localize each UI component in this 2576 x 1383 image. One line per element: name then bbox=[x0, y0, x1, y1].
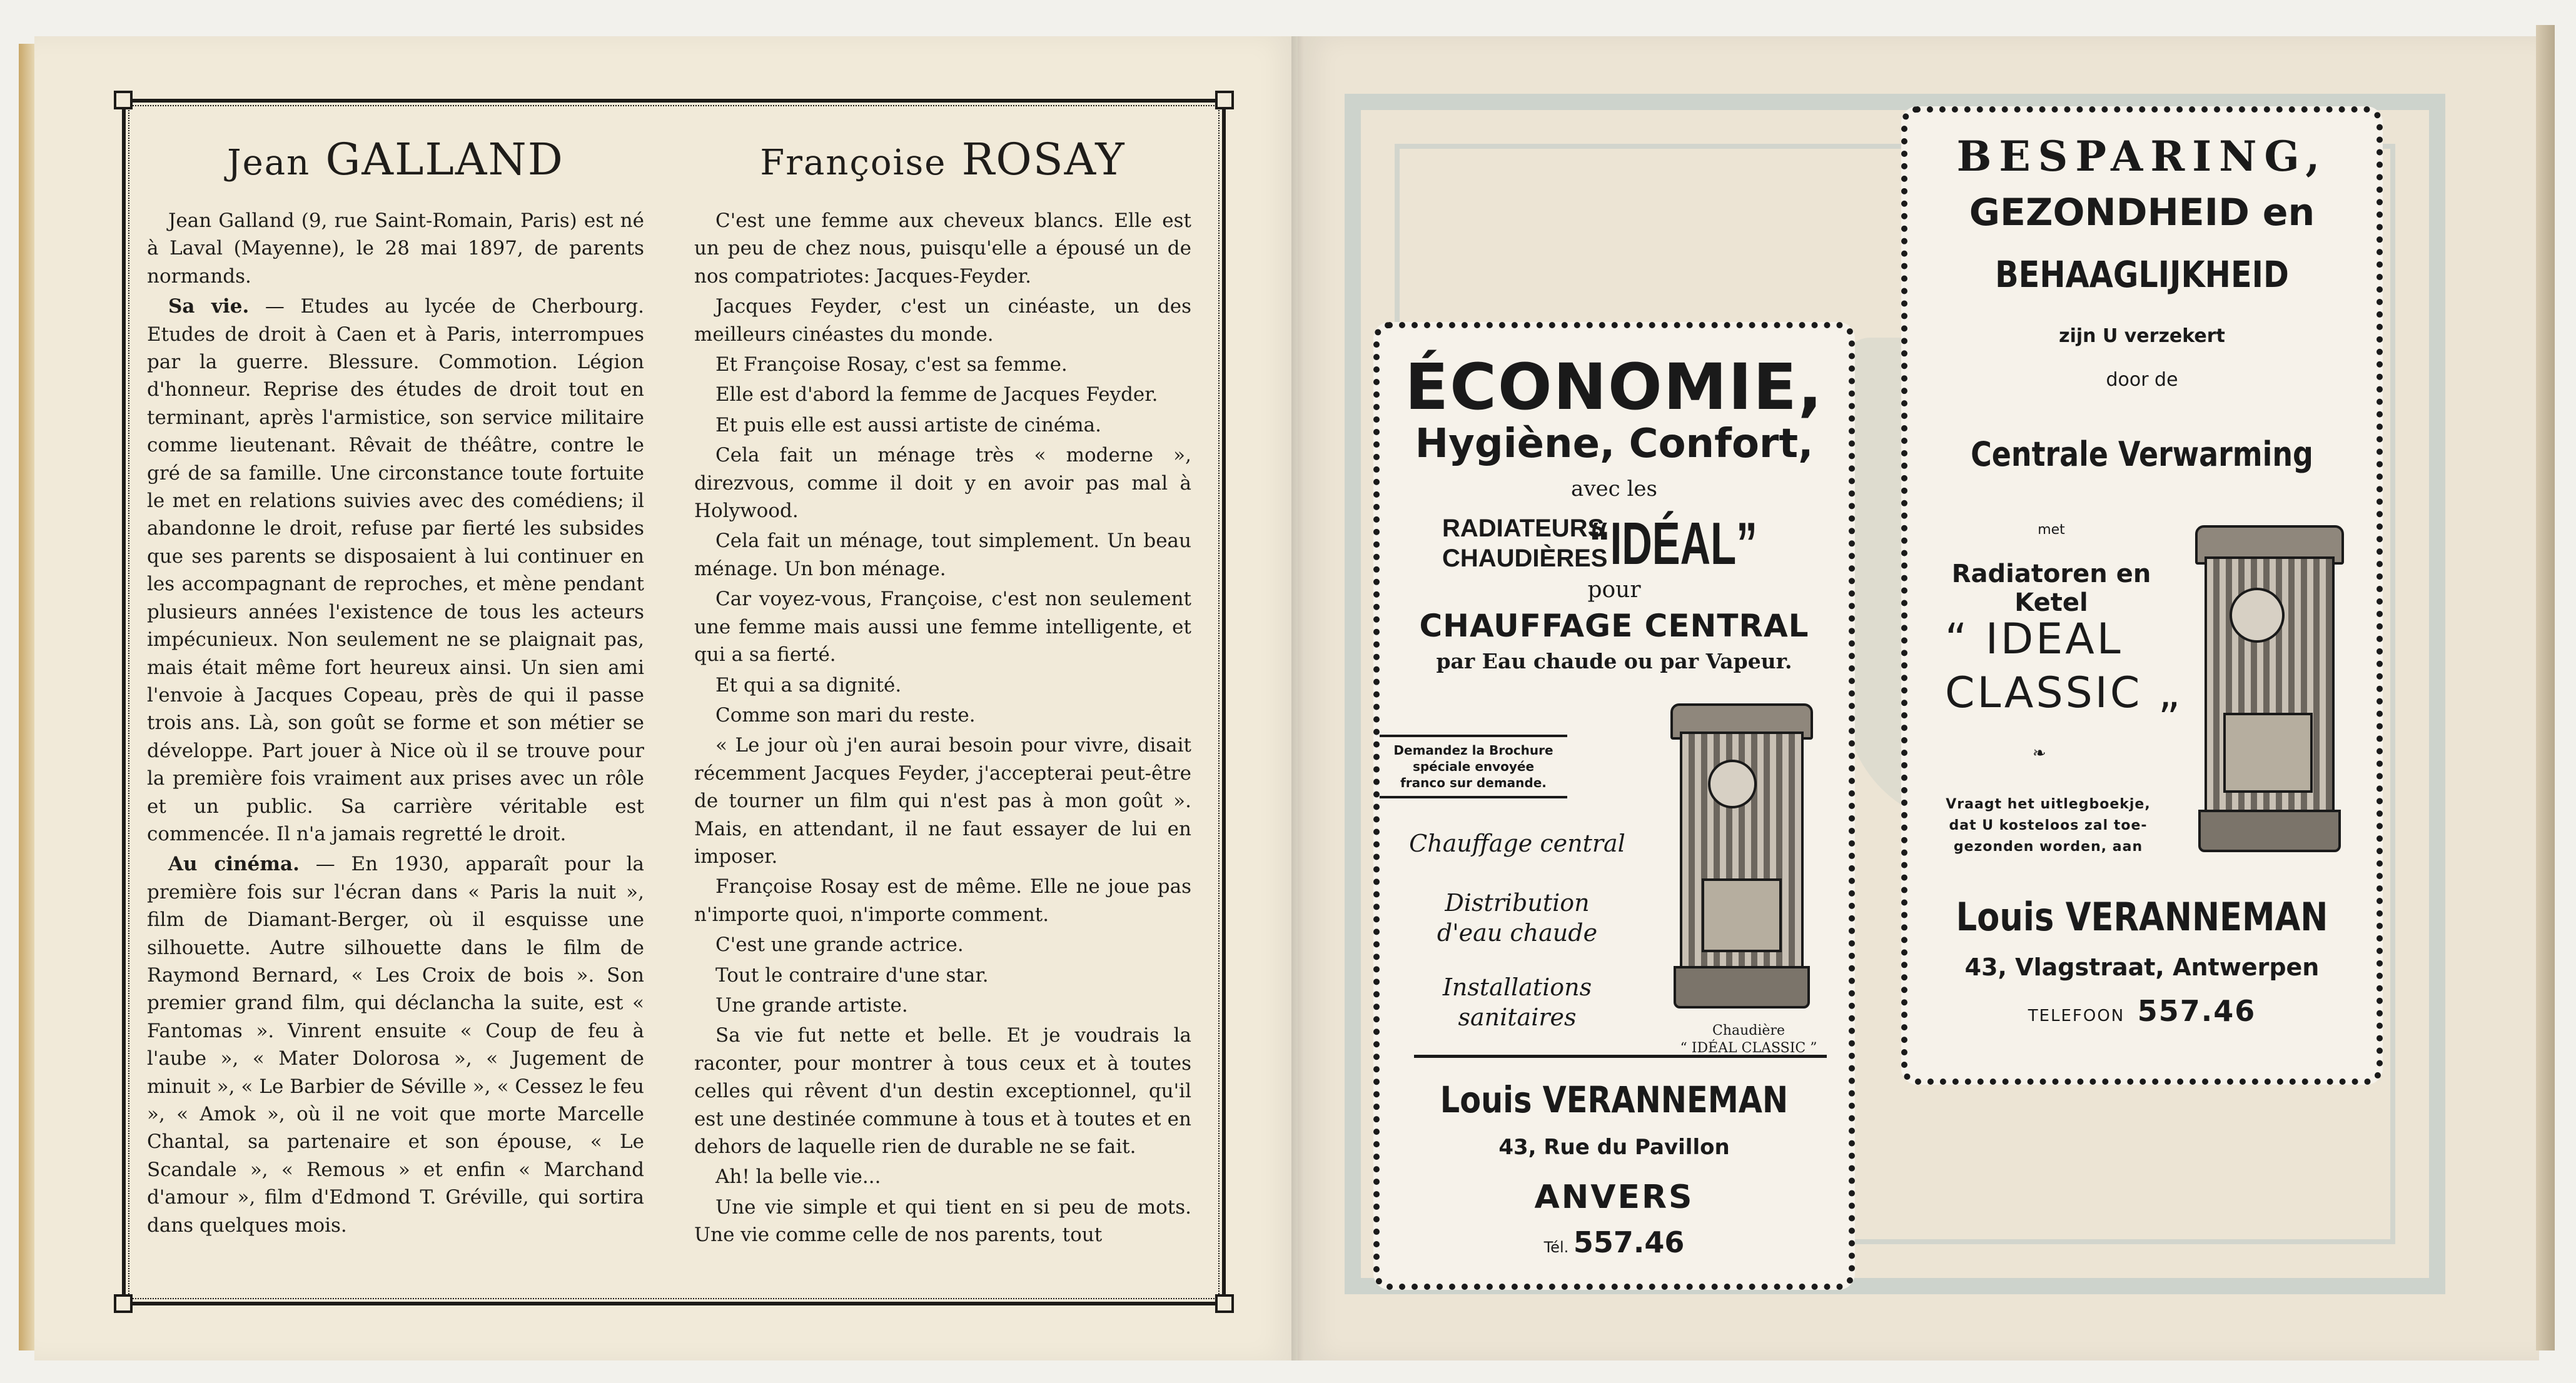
ad-text: door de bbox=[2106, 369, 2178, 391]
article-jean-galland bbox=[147, 134, 644, 1242]
frame-corner-ornament bbox=[1215, 1294, 1234, 1313]
right-page-edge bbox=[2536, 25, 2555, 1350]
paragraph: Jacques Feyder, c'est un cinéaste, un des meilleurs cinéastes du monde. bbox=[694, 295, 1191, 346]
ad-phone: TELEFOON 557.46 bbox=[2028, 994, 2256, 1028]
paragraph: Cela fait un ménage, tout simplement. Un beau ménage. Un bon ménage. bbox=[694, 530, 1191, 580]
ad-service-item: Chauffage central bbox=[1409, 830, 1625, 857]
left-page-edge bbox=[19, 44, 36, 1350]
ad-text: avec les bbox=[1571, 476, 1657, 501]
frame-corner-ornament bbox=[114, 91, 133, 109]
ad-service-heading: Centrale Verwarming bbox=[1971, 435, 2313, 474]
ad-address: 43, Rue du Pavillon bbox=[1498, 1135, 1730, 1160]
paragraph: Françoise Rosay est de même. Elle ne joue pas n'importe quoi, n'importe comment. bbox=[694, 875, 1191, 926]
ad-brochure-note: Vraagt het uitlegboekje, dat U kosteloos zal toe- gezonden worden, aan bbox=[1946, 797, 2151, 855]
ad-subheadline: Hygiène, Confort, bbox=[1415, 421, 1814, 467]
paragraph: Sa vie fut nette et belle. Et je voudrais la raconter, pour montrer à tous ceux et à toutes celles qui rêvent d'un destin exceptionnel, qu'il est une destinée commune à tous et à toutes et en dehors de laquelle rien de durable ne se fait. bbox=[694, 1024, 1191, 1158]
article-francoise-rosay bbox=[694, 134, 1191, 1252]
ad-text: met bbox=[2038, 522, 2065, 538]
ad-subheadline: BEHAAGLIJKHEID bbox=[1995, 253, 2289, 296]
paragraph: Jean Galland (9, rue Saint-Romain, Paris) est né à Laval (Mayenne), le 28 mai 1897, de parents normands. bbox=[147, 209, 644, 288]
paragraph: Une vie simple et qui tient en si peu de mots. Une vie comme celle de nos parents, tout bbox=[694, 1195, 1191, 1247]
paragraph: Ah! la belle vie... bbox=[715, 1165, 881, 1189]
ad-product-name: “ IDEAL CLASSIC „ bbox=[1945, 615, 2183, 718]
paragraph: Cela fait un ménage très « moderne », direzvous, comme il doit y en avoir pas mal à Holywood. bbox=[694, 444, 1191, 523]
paragraph: Tout le contraire d'une star. bbox=[715, 963, 989, 987]
ad-address: 43, Vlagstraat, Antwerpen bbox=[1964, 953, 2320, 981]
paragraph: C'est une femme aux cheveux blancs. Elle est un peu de chez nous, puisqu'elle a épousé un de nos compatriotes: Jacques-Feyder. bbox=[694, 209, 1191, 288]
paragraph: C'est une grande actrice. bbox=[715, 933, 964, 957]
paragraph: Au cinéma. — En 1930, apparaît pour la première fois sur l'écran dans « Paris la nuit », film de Diamant-Berger, où il esquisse une silhouette. Autre silhouette dans le film de Raymond Bernard, « Les Croix de bois ». Son premier grand film, qui déclancha la suite, est « Fantomas ». Vinrent ensuite « Coup de feu à l'aube », « Mater Dolorosa », « Jugement de minuit », « Le Barbier de Séville », « Cessez le feu », « Amok », où il ne voit que morte Marcelle Chantal, sa partenaire et son épouse, « Le Scandale », « Remous » et enfin « Marchand d'amour », film d'Edmond T. Gréville, qui sortira dans quelques mois. bbox=[147, 853, 644, 1237]
ad-company-name: Louis VERANNEMAN bbox=[1956, 894, 2328, 940]
ad-service-item: Distribution d'eau chaude bbox=[1437, 889, 1598, 947]
frame-corner-ornament bbox=[1215, 91, 1234, 109]
fleuron-ornament: ❧ bbox=[2033, 744, 2046, 763]
ad-brochure-note: Demandez la Brochure spéciale envoyée franco sur demande. bbox=[1380, 735, 1567, 798]
paragraph: Elle est d'abord la femme de Jacques Feyder. bbox=[715, 383, 1158, 406]
spine-shadow bbox=[1291, 36, 1304, 1360]
ad-headline: BESPARING, bbox=[1956, 132, 2328, 181]
ad-text: zijn U verzekert bbox=[2059, 325, 2225, 347]
paragraph: Comme son mari du reste. bbox=[715, 703, 976, 727]
paragraph: Et puis elle est aussi artiste de cinéma. bbox=[715, 413, 1102, 436]
advertisement-ideal-fr bbox=[1373, 322, 1855, 1290]
ad-text: pour bbox=[1587, 577, 1641, 603]
paragraph: Car voyez-vous, Françoise, c'est non seulement une femme mais aussi une femme intelligente, et qui a sa fierté. bbox=[694, 588, 1191, 666]
paragraph: « Le jour où j'en aurai besoin pour vivre, disait récemment Jacques Feyder, j'accepterai peut-être de tourner un film qui n'est pas à mon goût ». Mais, en attendant, il ne faut essayer de lui en imposer. bbox=[694, 734, 1191, 868]
paragraph: Une grande artiste. bbox=[715, 993, 908, 1017]
ad-text: par Eau chaude ou par Vapeur. bbox=[1436, 649, 1792, 673]
paragraph: Et Françoise Rosay, c'est sa femme. bbox=[715, 353, 1068, 376]
divider bbox=[1414, 1055, 1827, 1058]
ad-subheadline: GEZONDHEID en bbox=[1969, 191, 2315, 234]
illustration-caption: Chaudière “ IDÉAL CLASSIC ” bbox=[1680, 1023, 1817, 1056]
paragraph: Sa vie. — Etudes au lycée de Cherbourg. Etudes de droit à Caen et à Paris, interrompues par la guerre. Blessure. Commotion. Légion d'honneur. Reprise des études de droit tout en terminant, après l'armistice, son service militaire comme lieutenant. Rêvait de théâtre, contre le gré de sa famille. Une circonstance toute fortuite le met en relations suivies avec des comédiens; il abandonne le droit, refuse par fierté les subsides que ses parents se disposaient à lui continuer en les accompagnant de reproches, et mène pendant plusieurs années l'existence de tous les acteurs impécunieux. Non seulement ne se plaignait pas, mais était même fort heureux ainsi. Un sien ami l'envoie à Jacques Copeau, près de qui il passe trois ans. Là, son goût se forme et son métier se développe. Part jouer à Nice où il se trouve pour la première fois vraiment aux prises avec un rôle et un public. Sa carrière véritable est commencée. Il n'a jamais regretté le droit. bbox=[147, 295, 644, 845]
ad-city: ANVERS bbox=[1534, 1179, 1694, 1216]
ad-text: Radiatoren en Ketel bbox=[1951, 560, 2151, 617]
ad-service-item: Installations sanitaires bbox=[1442, 973, 1592, 1031]
paragraph: Et qui a sa dignité. bbox=[715, 673, 902, 697]
article-title: Françoise ROSAY bbox=[760, 134, 1126, 185]
article-title: Jean GALLAND bbox=[227, 134, 564, 185]
ad-brand-logo: RADIATEURS CHAUDIÈRES “IDÉAL” bbox=[1442, 510, 1757, 577]
ad-service-heading: CHAUFFAGE CENTRAL bbox=[1419, 608, 1809, 644]
frame-corner-ornament bbox=[114, 1294, 133, 1313]
ad-company-name: Louis VERANNEMAN bbox=[1440, 1079, 1789, 1121]
advertisement-ideal-nl bbox=[1901, 106, 2383, 1085]
ad-headline: ÉCONOMIE, bbox=[1405, 350, 1824, 425]
ad-phone: Tél. 557.46 bbox=[1543, 1225, 1685, 1259]
